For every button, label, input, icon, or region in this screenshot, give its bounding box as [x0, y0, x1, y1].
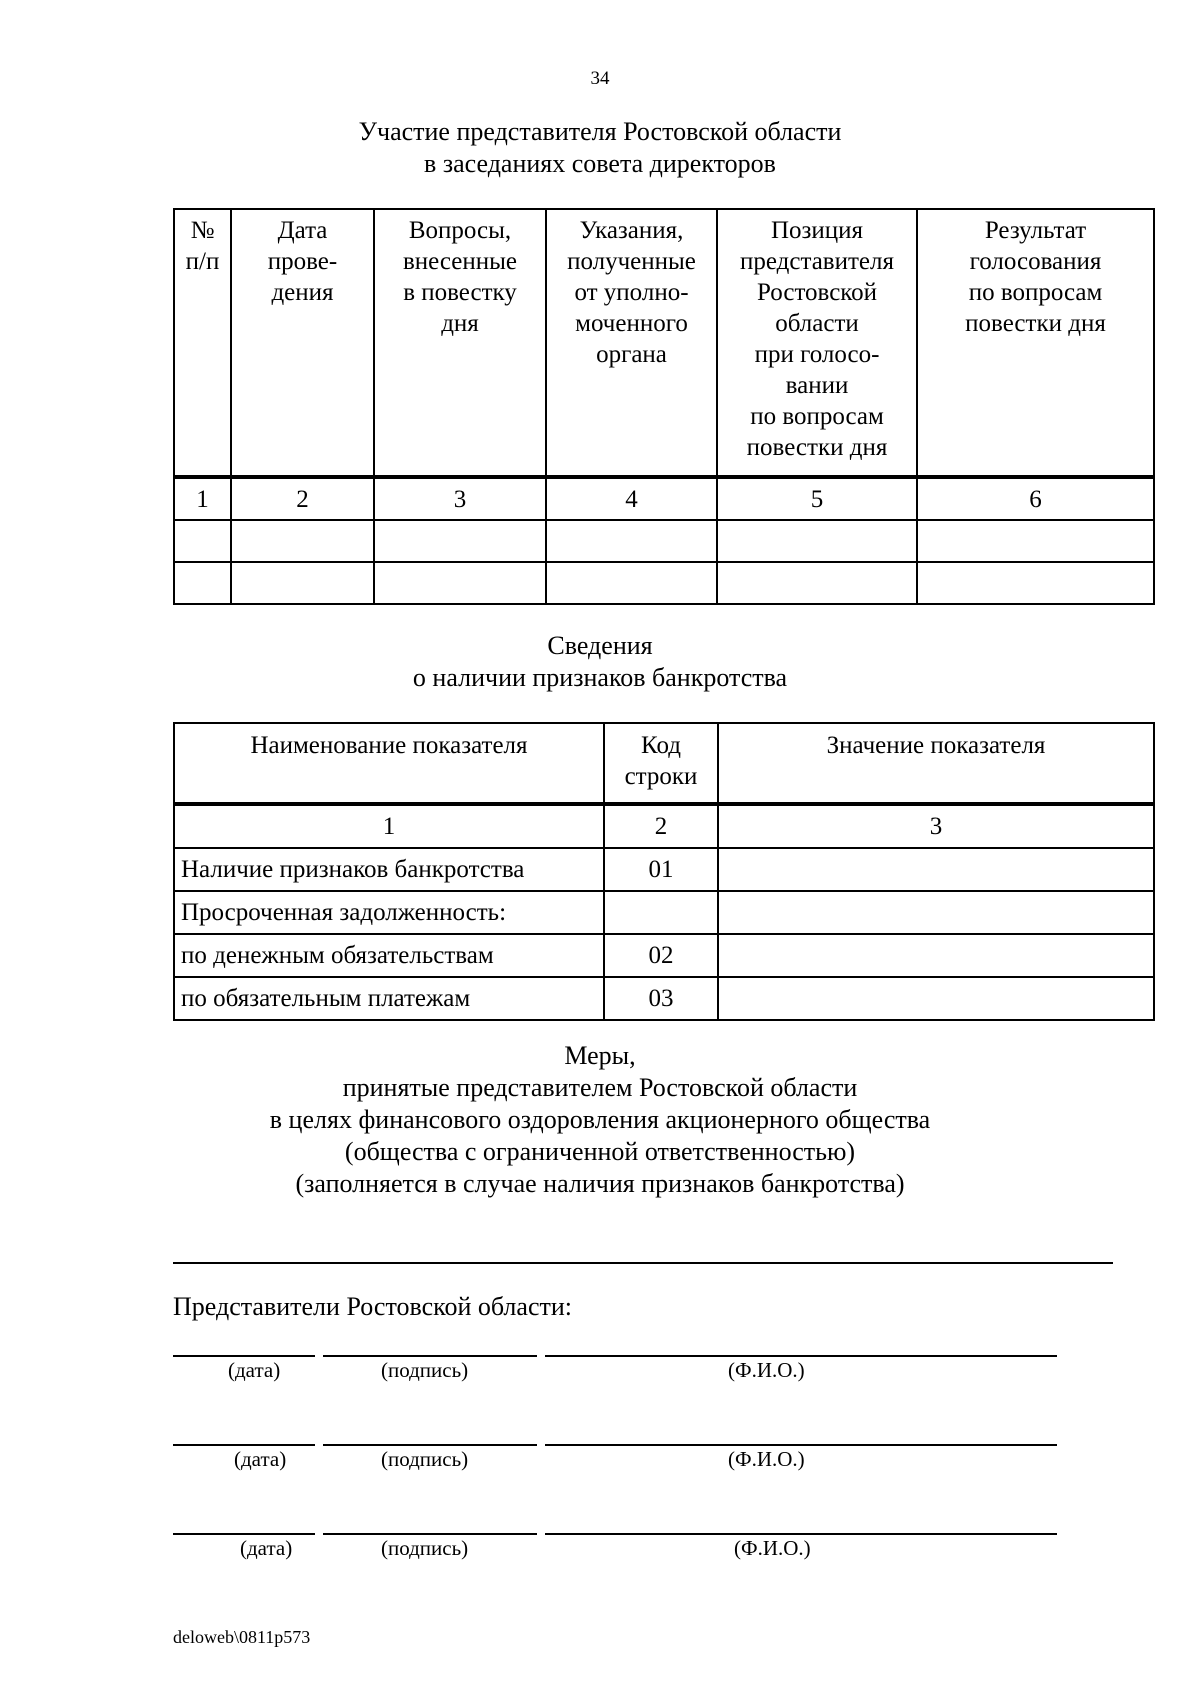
section3-title-line: в целях финансового оздоровления акционерного общества [269, 1105, 931, 1134]
date-caption: (дата) [234, 1447, 287, 1471]
column-number: 3 [718, 804, 1154, 848]
empty-cell[interactable] [231, 562, 374, 604]
empty-cell[interactable] [546, 562, 717, 604]
col-header-indicator-value: Значение показателя [718, 723, 1154, 804]
date-caption: (дата) [240, 1536, 293, 1560]
line-code: 03 [604, 977, 718, 1020]
fio-line[interactable] [545, 1444, 1057, 1446]
indicator-name: по денежным обязательствам [174, 934, 604, 977]
col-header-result: Результат голосования по вопросам повестки дня [917, 209, 1154, 477]
indicator-value-cell[interactable] [718, 934, 1154, 977]
section3-title-line: Меры, [564, 1041, 636, 1070]
measures-fill-line[interactable] [173, 1262, 1113, 1264]
column-number: 2 [231, 477, 374, 520]
line-code [604, 891, 718, 934]
page-number: 34 [590, 68, 610, 89]
column-number: 2 [604, 804, 718, 848]
column-number: 6 [917, 477, 1154, 520]
section1-title-line: Участие представителя Ростовской области [358, 117, 842, 146]
board-meetings-table [173, 208, 1155, 605]
document-path-footer: deloweb\0811p573 [173, 1627, 311, 1647]
col-header-instructions: Указания, полученные от уполно- моченного органа [546, 209, 717, 477]
indicator-name: по обязательным платежам [174, 977, 604, 1020]
table-row [174, 562, 1154, 604]
section2-title-line: Сведения [547, 631, 653, 660]
empty-cell[interactable] [917, 520, 1154, 562]
empty-cell[interactable] [174, 562, 231, 604]
empty-cell[interactable] [917, 562, 1154, 604]
section1-title-line: в заседаниях совета директоров [424, 149, 776, 178]
section3-title-line: (заполняется в случае наличия признаков банкротства) [295, 1169, 905, 1198]
empty-cell[interactable] [717, 520, 917, 562]
fio-line[interactable] [545, 1533, 1057, 1535]
column-number: 5 [717, 477, 917, 520]
section1-title [0, 116, 1200, 180]
date-caption: (дата) [228, 1358, 281, 1382]
indicator-value-cell[interactable] [718, 891, 1154, 934]
table-row [174, 520, 1154, 562]
empty-cell[interactable] [546, 520, 717, 562]
fio-caption: (Ф.И.О.) [728, 1358, 805, 1382]
indicator-value-cell[interactable] [718, 848, 1154, 891]
empty-cell[interactable] [231, 520, 374, 562]
column-number-row [174, 804, 1154, 848]
empty-cell[interactable] [717, 562, 917, 604]
empty-cell[interactable] [374, 520, 546, 562]
table-row [174, 977, 1154, 1020]
indicator-value-cell[interactable] [718, 977, 1154, 1020]
column-number: 1 [174, 477, 231, 520]
empty-cell[interactable] [174, 520, 231, 562]
empty-cell[interactable] [374, 562, 546, 604]
fio-caption: (Ф.И.О.) [734, 1536, 811, 1560]
section3-title [0, 1040, 1200, 1200]
col-header-number: № п/п [174, 209, 231, 477]
section2-title-line: о наличии признаков банкротства [412, 663, 788, 692]
signature-line[interactable] [323, 1533, 537, 1535]
col-header-position: Позиция представителя Ростовской области при голосо- вании по вопросам повестки дня [717, 209, 917, 477]
signature-line[interactable] [323, 1355, 537, 1357]
column-number-row [174, 477, 1154, 520]
date-line[interactable] [173, 1444, 315, 1446]
line-code: 02 [604, 934, 718, 977]
line-code: 01 [604, 848, 718, 891]
section3-title-line: принятые представителем Ростовской области [342, 1073, 858, 1102]
col-header-questions: Вопросы, внесенные в повестку дня [374, 209, 546, 477]
table-row [174, 934, 1154, 977]
signature-line[interactable] [323, 1444, 537, 1446]
signature-caption: (подпись) [381, 1536, 469, 1560]
fio-caption: (Ф.И.О.) [728, 1447, 805, 1471]
col-header-line-code: Код строки [604, 723, 718, 804]
date-line[interactable] [173, 1355, 315, 1357]
section3-title-line: (общества с ограниченной ответственностью) [344, 1137, 856, 1166]
signature-caption: (подпись) [381, 1358, 469, 1382]
column-number: 4 [546, 477, 717, 520]
col-header-date: Дата прове- дения [231, 209, 374, 477]
indicator-name: Просроченная задолженность: [174, 891, 604, 934]
col-header-indicator-name: Наименование показателя [174, 723, 604, 804]
signature-caption: (подпись) [381, 1447, 469, 1471]
table-header-row [174, 209, 1154, 477]
table-row [174, 891, 1154, 934]
column-number: 3 [374, 477, 546, 520]
fio-line[interactable] [545, 1355, 1057, 1357]
date-line[interactable] [173, 1533, 315, 1535]
column-number: 1 [174, 804, 604, 848]
bankruptcy-table [173, 722, 1155, 1021]
representatives-heading: Представители Ростовской области: [173, 1292, 572, 1321]
section2-title [0, 630, 1200, 694]
table-header-row [174, 723, 1154, 804]
indicator-name: Наличие признаков банкротства [174, 848, 604, 891]
table-row [174, 848, 1154, 891]
